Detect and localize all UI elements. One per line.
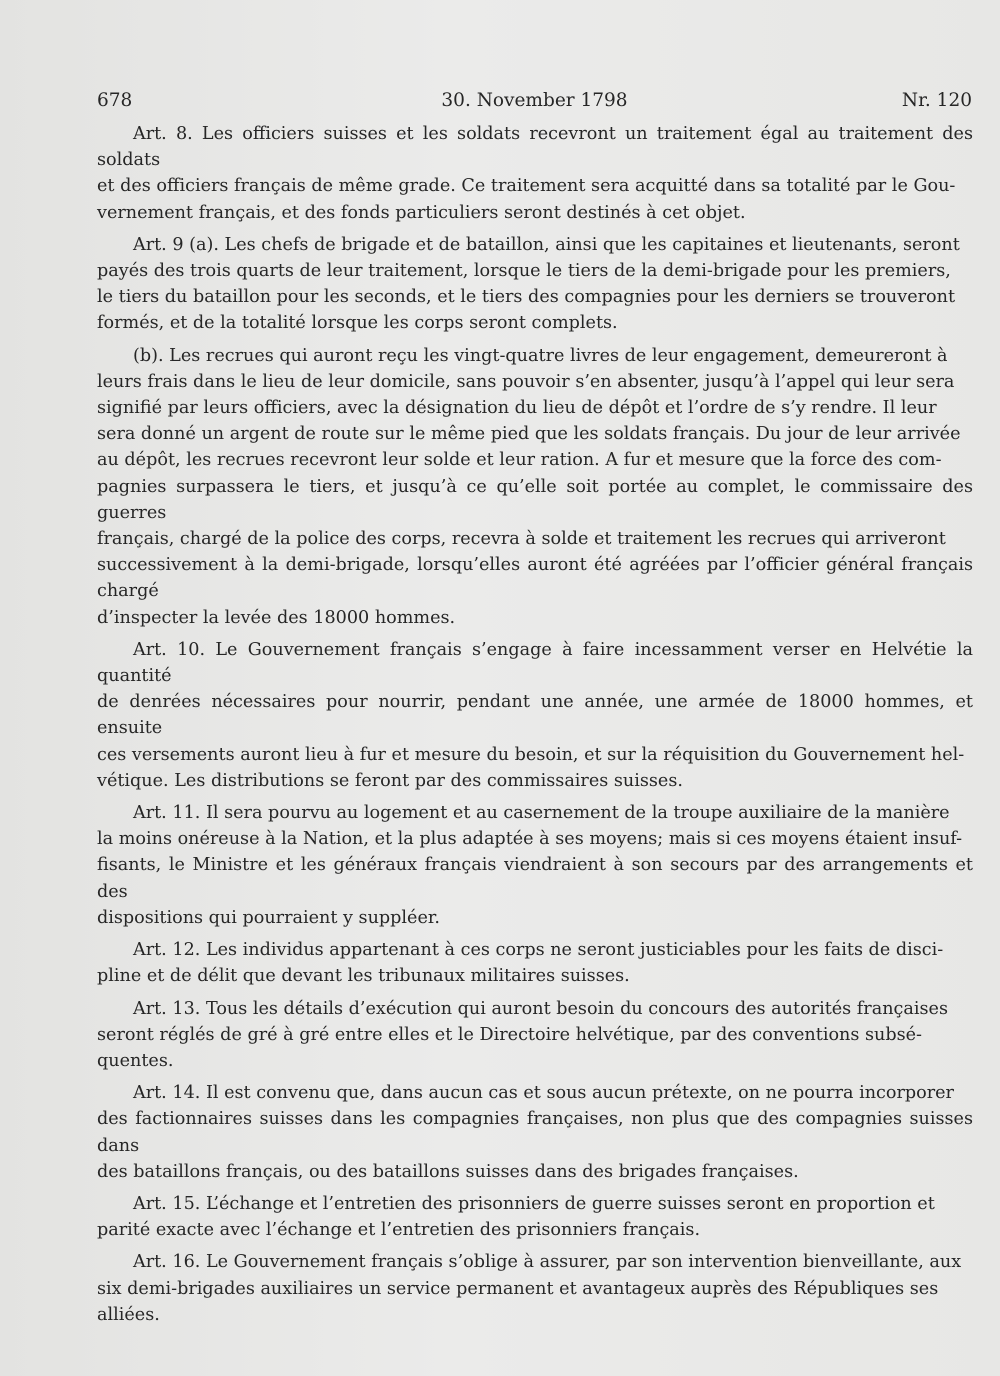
article-text: Il est convenu que, dans aucun cas et sous aucun prétexte, on ne pourra incorporer des factionnaires suisses dans les compagnies françaises, non plus que des compagnies suisses dans des bataillons français, ou des bataillons suisses dans des brigades françaises. [97,1083,973,1182]
article-text: Le Gouvernement français s’oblige à assurer, par son intervention bienveillante, aux six demi-brigades auxiliaires un service permanent et avantageux auprès des Républiques ses alliées. [97,1252,962,1325]
article-label: Art. 13. [133,998,201,1019]
article-text: Les individus appartenant à ces corps ne seront justiciables pour les faits de disci- pline et de délit que devant les tribunaux militaires suisses. [97,940,944,987]
article-label: Art. 9 (a). [133,234,219,255]
article-text: Le Gouvernement français s’engage à faire incessamment verser en Helvétie la quantité de denrées nécessaires pour nourrir, pendant une année, une armée de 18000 hommes, et ensuite ces versements auront lieu à fur et mesure du besoin, et sur la réquisition du Gouvernement hel- vétique. Les distributions se feront par des commissaires suisses. [97,639,973,791]
article-text: Il sera pourvu au logement et au casernement de la troupe auxiliaire de la manière la moins onéreuse à la Nation, et la plus adaptée à ses moyens; mais si ces moyens étaient insuf- fisants, le Ministre et les généraux français viendraient à son secours par des arrangements et des dispositions qui pourraient y suppléer. [97,803,973,928]
running-header [97,87,972,115]
article-text: Tous les détails d’exécution qui auront besoin du concours des autorités françaises seront réglés de gré à gré entre elles et le Directoire helvétique, par des conventions subsé- quentes. [97,998,948,1071]
article-label: Art. 8. [133,124,193,144]
article-16 [97,1249,973,1328]
article-text: L’échange et l’entretien des prisonniers de guerre suisses seront en proportion et parité exacte avec l’échange et l’entretien des prisonniers français. [97,1193,935,1241]
article-text: Les officiers suisses et les soldats recevront un traitement égal au traitement des soldats et des officiers français de même grade. Ce traitement sera acquitté dans sa totalité par le Gou- vernement français, et des fonds particuliers seront destinés à cet objet. [97,124,973,223]
article-text: Les chefs de brigade et de bataillon, ainsi que les capitaines et lieutenants, seront payés des trois quarts de leur traitement, lorsque le tiers de la demi-brigade pour les premiers, le tiers du bataillon pour les seconds, et le tiers des compagnies pour les derniers se trouveront formés, et de la totalité lorsque les corps seront complets. [97,234,960,334]
article-text: Les recrues qui auront reçu les vingt-quatre livres de leur engagement, demeureront à leurs frais dans le lieu de leur domicile, sans pouvoir s’en absenter, jusqu’à l’appel qui leur sera signifié par leurs officiers, avec la désignation du lieu de dépôt et l’ordre de s’y rendre. Il leur sera donné un argent de route sur le même pied que les soldats français. Du jour de leur arrivée au dépôt, les recrues recevront leur solde et leur ration. A fur et mesure que la force des com- pagnies surpassera le tiers, et jusqu’à ce qu’elle soit portée au complet, le commissaire des guerres français, chargé de la police des corps, recevra à solde et traitement les recrues qui arriveront successivement à la demi-brigade, lorsqu’elles auront été agréées par l’officier général français chargé d’inspecter la levée des 18000 hommes. [97,345,973,628]
document-number: Nr. 120 [901,90,972,111]
article-8 [97,121,973,226]
article-label: Art. 16. [133,1252,201,1273]
article-9a [97,232,973,337]
article-label: Art. 15. [133,1193,201,1214]
article-9b [97,343,973,631]
article-14 [97,1080,973,1185]
article-10 [97,637,973,794]
page-number: 678 [97,90,133,111]
article-13 [97,996,973,1075]
article-12 [97,937,973,989]
article-label: (b). [133,345,164,366]
article-label: Art. 10. [133,639,206,660]
article-15 [97,1191,973,1243]
document-body [97,121,973,1334]
header-date: 30. November 1798 [441,90,628,111]
article-label: Art. 14. [133,1083,201,1104]
article-11 [97,800,973,931]
article-label: Art. 12. [133,940,201,961]
article-label: Art. 11. [133,803,201,824]
